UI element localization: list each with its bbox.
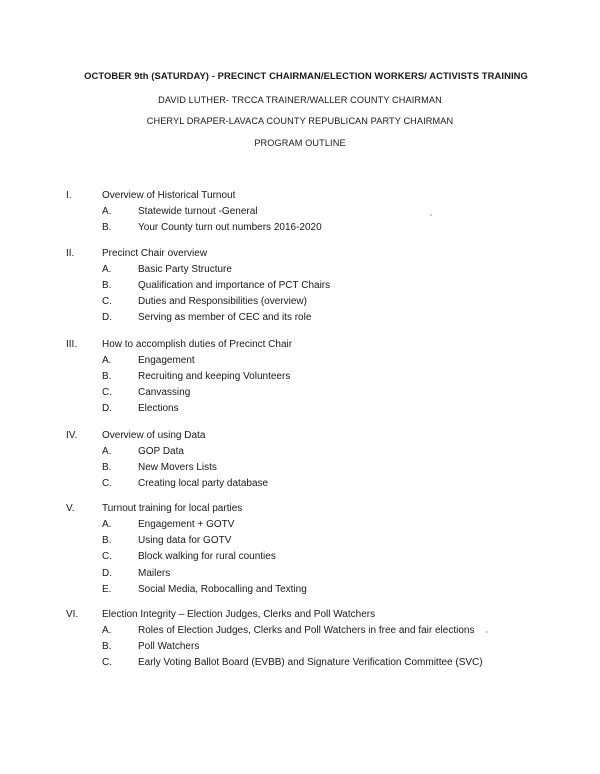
item-letter: A. [102,355,112,366]
item-text: Creating local party database [138,478,269,489]
item-text: Canvassing [138,387,191,398]
item-letter: A. [102,519,112,530]
section-title: How to accomplish duties of Precinct Chair [102,339,293,350]
item-letter: C. [102,387,112,398]
item-letter: A. [102,625,112,636]
item-letter: B. [102,641,112,652]
scan-speck [430,214,432,216]
item-text: Engagement [138,355,195,366]
item-text: New Movers Lists [138,462,217,473]
item-letter: D. [102,568,112,579]
item-letter: B. [102,462,112,473]
item-text: Roles of Election Judges, Clerks and Poll Watchers in free and fair elections [138,625,475,636]
item-letter: A. [102,264,112,275]
item-text: Basic Party Structure [138,264,232,275]
item-letter: C. [102,551,112,562]
section-title: Overview of Historical Turnout [102,190,236,201]
trainer-line: DAVID LUTHER- TRCCA TRAINER/WALLER COUNTY CHAIRMAN [158,95,442,105]
outline-heading: PROGRAM OUTLINE [254,138,346,148]
item-letter: B. [102,535,112,546]
section-title: Precinct Chair overview [102,248,208,259]
scan-speck [486,631,488,633]
item-text: Qualification and importance of PCT Chairs [138,280,331,291]
section-numeral: IV. [66,430,78,441]
item-letter: E. [102,584,112,595]
section-numeral: VI. [66,609,79,620]
section-title: Overview of using Data [102,430,206,441]
item-text: Social Media, Robocalling and Texting [138,584,307,595]
section-title: Turnout training for local parties [102,503,243,514]
document-title: OCTOBER 9th (SATURDAY) - PRECINCT CHAIRMAN/ELECTION WORKERS/ ACTIVISTS TRAINING [84,70,528,81]
item-letter: A. [102,446,112,457]
item-letter: B. [102,280,112,291]
section-title: Election Integrity – Election Judges, Clerks and Poll Watchers [102,609,376,620]
item-text: Recruiting and keeping Volunteers [138,371,291,382]
item-text: Serving as member of CEC and its role [138,312,312,323]
item-text: Your County turn out numbers 2016-2020 [138,222,322,233]
item-text: Statewide turnout -General [138,206,258,217]
item-letter: D. [102,312,112,323]
item-text: Early Voting Ballot Board (EVBB) and Signature Verification Committee (SVC) [138,657,483,668]
item-letter: C. [102,296,112,307]
item-text: Using data for GOTV [138,535,232,546]
item-text: Poll Watchers [138,641,200,652]
item-letter: B. [102,371,112,382]
item-text: Engagement + GOTV [138,519,235,530]
section-numeral: III. [66,339,78,350]
item-letter: C. [102,478,112,489]
chairman-line: CHERYL DRAPER-LAVACA COUNTY REPUBLICAN PARTY CHAIRMAN [146,116,454,126]
item-text: Duties and Responsibilities (overview) [138,296,307,307]
item-letter: D. [102,403,112,414]
section-numeral: I. [66,190,72,201]
item-text: Mailers [138,568,171,579]
item-text: Elections [138,403,179,414]
item-text: GOP Data [138,446,184,457]
item-letter: B. [102,222,112,233]
section-numeral: V. [66,503,75,514]
section-numeral: II. [66,248,75,259]
item-text: Block walking for rural counties [138,551,276,562]
item-letter: C. [102,657,112,668]
item-letter: A. [102,206,112,217]
